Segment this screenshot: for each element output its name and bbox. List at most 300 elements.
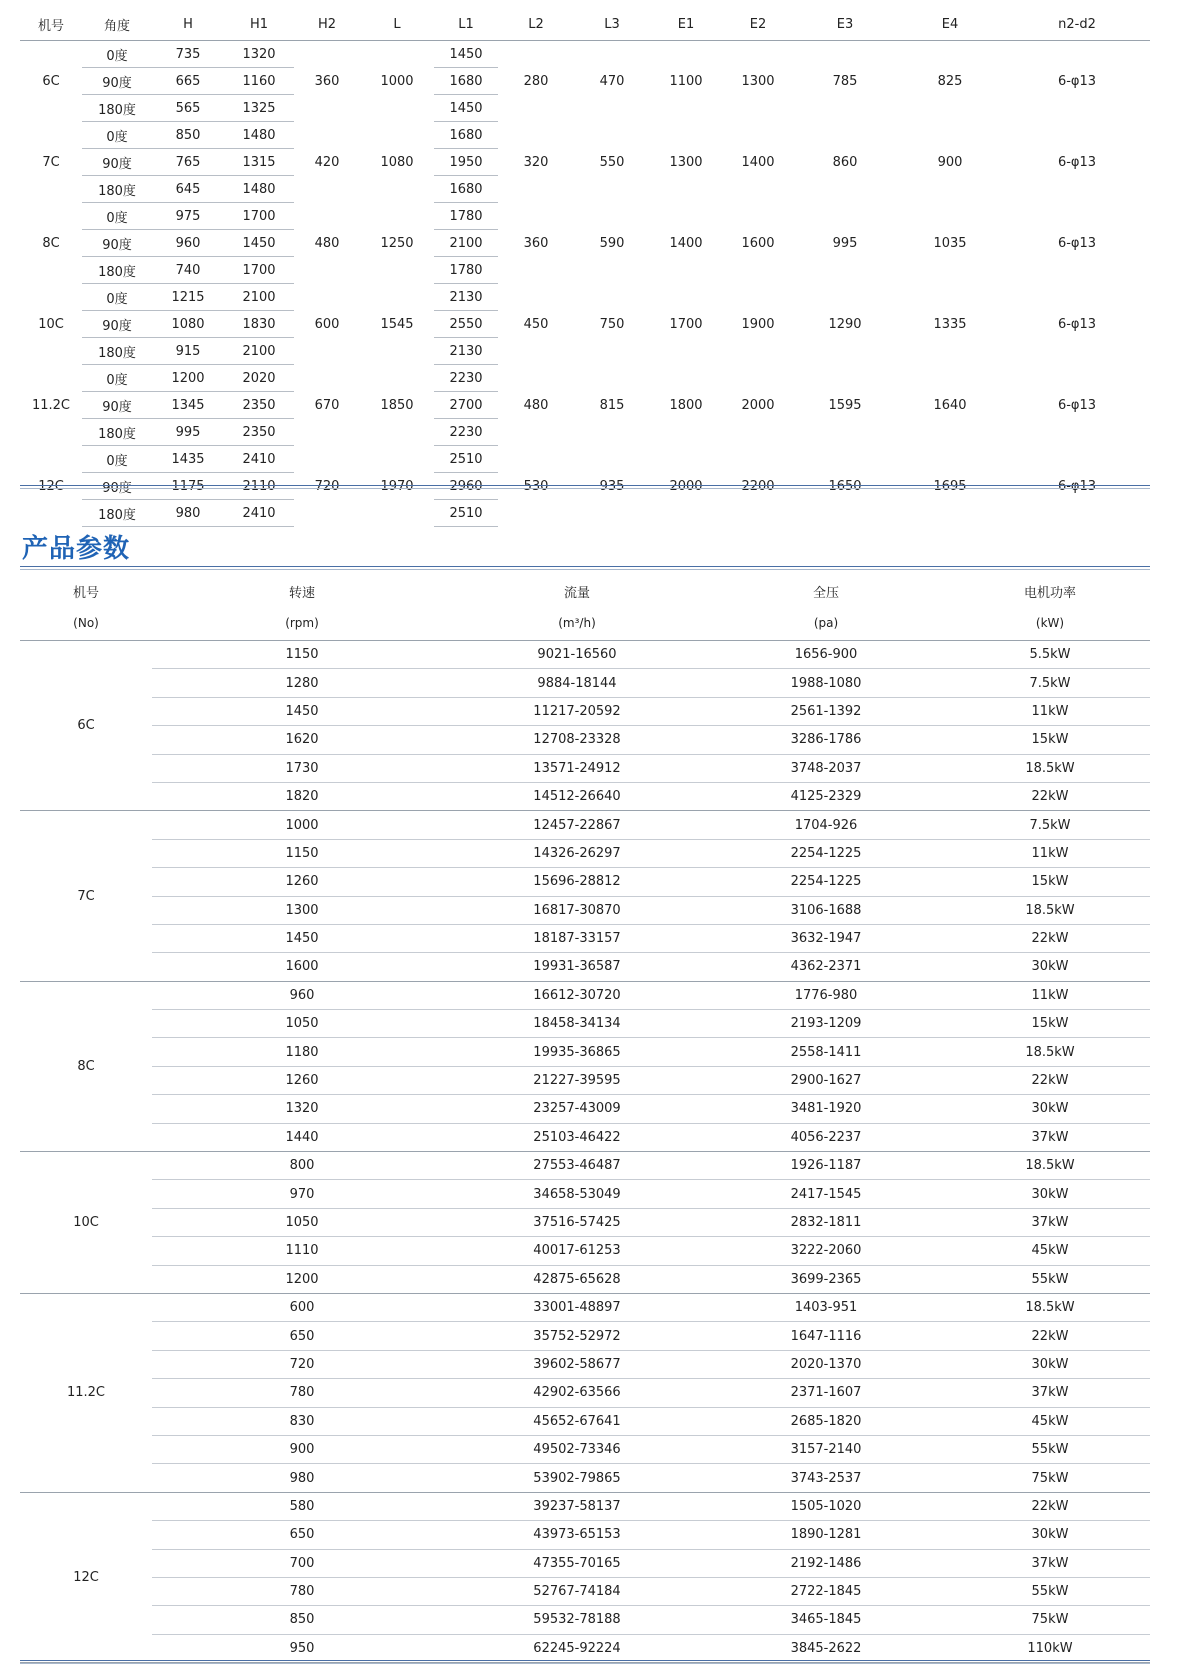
h2-cell: 600 (314, 316, 340, 332)
airflow-cell: 25103-46422 (452, 1123, 702, 1151)
h1-cell: 1700 (224, 203, 294, 230)
power-cell: 55kW (950, 1577, 1150, 1605)
params-row (20, 839, 1150, 867)
speed-cell: 1050 (152, 1010, 452, 1038)
speed-cell: 650 (152, 1521, 452, 1549)
l2-cell: 360 (523, 235, 549, 251)
n2d2-cell: 6-φ13 (1057, 478, 1097, 494)
power-cell: 11kW (950, 839, 1150, 867)
params-row (20, 1066, 1150, 1094)
h1-cell: 1160 (224, 68, 294, 95)
angle-cell: 90度 (82, 149, 152, 176)
pressure-cell: 3222-2060 (702, 1237, 950, 1265)
e3-cell: 860 (832, 154, 858, 170)
l3-cell: 470 (599, 73, 625, 89)
model-cell: 8C (42, 235, 60, 251)
speed-cell: 980 (152, 1464, 452, 1492)
airflow-cell: 42902-63566 (452, 1379, 702, 1407)
l2-cell: 480 (523, 397, 549, 413)
airflow-cell: 42875-65628 (452, 1265, 702, 1293)
l1-cell: 2700 (434, 392, 498, 419)
header-unit: (rpm) (285, 616, 319, 630)
angle-cell: 0度 (82, 122, 152, 149)
pressure-cell: 4362-2371 (702, 953, 950, 981)
pressure-cell: 3286-1786 (702, 726, 950, 754)
angle-cell: 90度 (82, 68, 152, 95)
model-cell: 6C (42, 73, 60, 89)
speed-cell: 1450 (152, 924, 452, 952)
speed-cell: 1180 (152, 1038, 452, 1066)
header-cell: E3 (794, 8, 896, 41)
pressure-cell: 1890-1281 (702, 1521, 950, 1549)
n2d2-cell: 6-φ13 (1057, 397, 1097, 413)
params-row (20, 1634, 1150, 1662)
h1-cell: 2350 (224, 392, 294, 419)
angle-cell: 180度 (82, 419, 152, 446)
h1-cell: 1700 (224, 257, 294, 284)
h2-cell: 670 (314, 397, 340, 413)
divider (20, 1660, 1150, 1661)
l1-cell: 1680 (434, 68, 498, 95)
pressure-cell: 1776-980 (702, 981, 950, 1009)
power-cell: 45kW (950, 1237, 1150, 1265)
e4-cell: 900 (937, 154, 963, 170)
h2-cell: 420 (314, 154, 340, 170)
pressure-cell: 1403-951 (702, 1293, 950, 1321)
pressure-cell: 2192-1486 (702, 1549, 950, 1577)
h1-cell: 1320 (224, 41, 294, 68)
header-cell: L1 (434, 8, 498, 41)
h2-cell: 720 (314, 478, 340, 494)
speed-cell: 1440 (152, 1123, 452, 1151)
l2-cell: 530 (523, 478, 549, 494)
speed-cell: 580 (152, 1492, 452, 1520)
speed-cell: 1000 (152, 811, 452, 839)
l1-cell: 1450 (434, 95, 498, 122)
params-row (20, 1435, 1150, 1463)
h-cell: 995 (152, 419, 224, 446)
airflow-cell: 39602-58677 (452, 1350, 702, 1378)
airflow-cell: 9021-16560 (452, 641, 702, 669)
speed-cell: 1110 (152, 1237, 452, 1265)
angle-cell: 0度 (82, 203, 152, 230)
header-cell: E1 (650, 8, 722, 41)
l1-cell: 2510 (434, 500, 498, 527)
params-header-cell (152, 576, 452, 641)
h1-cell: 2350 (224, 419, 294, 446)
header-cell: L2 (498, 8, 574, 41)
h1-cell: 2100 (224, 284, 294, 311)
speed-cell: 1050 (152, 1208, 452, 1236)
section-title: 产品参数 (22, 534, 131, 564)
power-cell: 45kW (950, 1407, 1150, 1435)
pressure-cell: 1926-1187 (702, 1152, 950, 1180)
airflow-cell: 14512-26640 (452, 782, 702, 810)
speed-cell: 830 (152, 1407, 452, 1435)
angle-cell: 180度 (82, 500, 152, 527)
airflow-cell: 16817-30870 (452, 896, 702, 924)
airflow-cell: 52767-74184 (452, 1577, 702, 1605)
speed-cell: 1620 (152, 726, 452, 754)
speed-cell: 1260 (152, 868, 452, 896)
dimension-row (20, 365, 1150, 392)
e4-cell: 1695 (933, 478, 967, 494)
airflow-cell: 53902-79865 (452, 1464, 702, 1492)
h-cell: 1200 (152, 365, 224, 392)
dimension-table-body (20, 41, 1150, 527)
params-row (20, 1038, 1150, 1066)
pressure-cell: 4125-2329 (702, 782, 950, 810)
params-row (20, 1123, 1150, 1151)
speed-cell: 970 (152, 1180, 452, 1208)
airflow-cell: 37516-57425 (452, 1208, 702, 1236)
pressure-cell: 1988-1080 (702, 669, 950, 697)
h1-cell: 2100 (224, 338, 294, 365)
speed-cell: 700 (152, 1549, 452, 1577)
speed-cell: 1730 (152, 754, 452, 782)
header-cell: L (360, 8, 434, 41)
e4-cell: 1335 (933, 316, 967, 332)
pressure-cell: 1704-926 (702, 811, 950, 839)
power-cell: 30kW (950, 1180, 1150, 1208)
speed-cell: 1150 (152, 641, 452, 669)
h2-cell: 360 (314, 73, 340, 89)
power-cell: 37kW (950, 1208, 1150, 1236)
l1-cell: 2230 (434, 419, 498, 446)
e2-cell: 2200 (741, 478, 775, 494)
l1-cell: 2960 (434, 473, 498, 500)
airflow-cell: 12708-23328 (452, 726, 702, 754)
power-cell: 30kW (950, 1095, 1150, 1123)
airflow-cell: 34658-53049 (452, 1180, 702, 1208)
params-header-cell (20, 576, 152, 641)
header-unit: (m³/h) (558, 616, 596, 630)
model-cell: 10C (20, 1152, 152, 1294)
model-cell: 10C (38, 316, 64, 332)
l-cell: 1545 (380, 316, 414, 332)
header-cell: 机号 (20, 8, 82, 41)
power-cell: 22kW (950, 782, 1150, 810)
pressure-cell: 3157-2140 (702, 1435, 950, 1463)
divider (20, 566, 1150, 567)
angle-cell: 90度 (82, 311, 152, 338)
model-cell: 12C (38, 478, 64, 494)
header-label: 转速 (288, 586, 315, 601)
header-cell: H2 (294, 8, 360, 41)
speed-cell: 1260 (152, 1066, 452, 1094)
speed-cell: 1820 (152, 782, 452, 810)
speed-cell: 1600 (152, 953, 452, 981)
pressure-cell: 2371-1607 (702, 1379, 950, 1407)
airflow-cell: 19931-36587 (452, 953, 702, 981)
pressure-cell: 2900-1627 (702, 1066, 950, 1094)
airflow-cell: 14326-26297 (452, 839, 702, 867)
power-cell: 18.5kW (950, 1038, 1150, 1066)
h2-cell: 480 (314, 235, 340, 251)
power-cell: 37kW (950, 1379, 1150, 1407)
pressure-cell: 3845-2622 (702, 1634, 950, 1662)
speed-cell: 780 (152, 1379, 452, 1407)
e2-cell: 1400 (741, 154, 775, 170)
angle-cell: 180度 (82, 257, 152, 284)
l-cell: 1850 (380, 397, 414, 413)
h-cell: 915 (152, 338, 224, 365)
power-cell: 37kW (950, 1123, 1150, 1151)
airflow-cell: 12457-22867 (452, 811, 702, 839)
pressure-cell: 3743-2537 (702, 1464, 950, 1492)
speed-cell: 800 (152, 1152, 452, 1180)
params-row (20, 1322, 1150, 1350)
angle-cell: 0度 (82, 284, 152, 311)
params-row (20, 896, 1150, 924)
e3-cell: 995 (832, 235, 858, 251)
params-row (20, 754, 1150, 782)
h-cell: 565 (152, 95, 224, 122)
l3-cell: 815 (599, 397, 625, 413)
l2-cell: 320 (523, 154, 549, 170)
params-row (20, 1095, 1150, 1123)
divider (20, 1663, 1150, 1664)
e2-cell: 1300 (741, 73, 775, 89)
power-cell: 18.5kW (950, 896, 1150, 924)
power-cell: 110kW (950, 1634, 1150, 1662)
params-header-cell (452, 576, 702, 641)
airflow-cell: 18458-34134 (452, 1010, 702, 1038)
model-cell: 11.2C (31, 397, 71, 413)
h1-cell: 2110 (224, 473, 294, 500)
power-cell: 30kW (950, 1521, 1150, 1549)
airflow-cell: 19935-36865 (452, 1038, 702, 1066)
header-cell: H1 (224, 8, 294, 41)
model-cell: 12C (20, 1492, 152, 1662)
params-row (20, 1010, 1150, 1038)
pressure-cell: 3465-1845 (702, 1606, 950, 1634)
params-row (20, 1208, 1150, 1236)
speed-cell: 720 (152, 1350, 452, 1378)
params-row (20, 1265, 1150, 1293)
angle-cell: 90度 (82, 230, 152, 257)
params-header-row (20, 576, 1150, 641)
e1-cell: 2000 (669, 478, 703, 494)
pressure-cell: 2832-1811 (702, 1208, 950, 1236)
e3-cell: 1290 (828, 316, 862, 332)
speed-cell: 600 (152, 1293, 452, 1321)
power-cell: 55kW (950, 1265, 1150, 1293)
airflow-cell: 62245-92224 (452, 1634, 702, 1662)
airflow-cell: 16612-30720 (452, 981, 702, 1009)
header-label: 电机功率 (1023, 586, 1076, 601)
e1-cell: 1700 (669, 316, 703, 332)
divider (20, 569, 1150, 570)
header-label: 全压 (812, 586, 839, 601)
airflow-cell: 43973-65153 (452, 1521, 702, 1549)
speed-cell: 1450 (152, 697, 452, 725)
h-cell: 975 (152, 203, 224, 230)
e2-cell: 1900 (741, 316, 775, 332)
e2-cell: 1600 (741, 235, 775, 251)
airflow-cell: 33001-48897 (452, 1293, 702, 1321)
speed-cell: 850 (152, 1606, 452, 1634)
l3-cell: 935 (599, 478, 625, 494)
airflow-cell: 11217-20592 (452, 697, 702, 725)
e4-cell: 1035 (933, 235, 967, 251)
header-cell: E2 (722, 8, 794, 41)
dimension-header-row (20, 8, 1150, 41)
h-cell: 1435 (152, 446, 224, 473)
dimension-table (20, 8, 1150, 527)
h-cell: 980 (152, 500, 224, 527)
l3-cell: 590 (599, 235, 625, 251)
speed-cell: 1320 (152, 1095, 452, 1123)
power-cell: 5.5kW (950, 641, 1150, 669)
dimension-row (20, 284, 1150, 311)
params-row (20, 1293, 1150, 1321)
params-row (20, 981, 1150, 1009)
h-cell: 765 (152, 149, 224, 176)
l1-cell: 1450 (434, 41, 498, 68)
airflow-cell: 39237-58137 (452, 1492, 702, 1520)
pressure-cell: 2020-1370 (702, 1350, 950, 1378)
power-cell: 15kW (950, 1010, 1150, 1038)
angle-cell: 180度 (82, 176, 152, 203)
power-cell: 22kW (950, 924, 1150, 952)
params-header-cell (950, 576, 1150, 641)
airflow-cell: 15696-28812 (452, 868, 702, 896)
power-cell: 75kW (950, 1464, 1150, 1492)
h1-cell: 1480 (224, 122, 294, 149)
h-cell: 645 (152, 176, 224, 203)
h-cell: 1175 (152, 473, 224, 500)
pressure-cell: 3481-1920 (702, 1095, 950, 1123)
airflow-cell: 40017-61253 (452, 1237, 702, 1265)
params-row (20, 669, 1150, 697)
h1-cell: 2410 (224, 500, 294, 527)
pressure-cell: 3632-1947 (702, 924, 950, 952)
airflow-cell: 49502-73346 (452, 1435, 702, 1463)
h-cell: 740 (152, 257, 224, 284)
power-cell: 11kW (950, 981, 1150, 1009)
model-cell: 8C (20, 981, 152, 1151)
power-cell: 18.5kW (950, 754, 1150, 782)
l1-cell: 2550 (434, 311, 498, 338)
l-cell: 1000 (380, 73, 414, 89)
params-row (20, 811, 1150, 839)
pressure-cell: 4056-2237 (702, 1123, 950, 1151)
n2d2-cell: 6-φ13 (1057, 154, 1097, 170)
airflow-cell: 23257-43009 (452, 1095, 702, 1123)
h1-cell: 1315 (224, 149, 294, 176)
angle-cell: 90度 (82, 392, 152, 419)
e4-cell: 1640 (933, 397, 967, 413)
divider (20, 485, 1150, 486)
speed-cell: 950 (152, 1634, 452, 1662)
pressure-cell: 1647-1116 (702, 1322, 950, 1350)
e1-cell: 1100 (669, 73, 703, 89)
params-table (20, 576, 1150, 1663)
pressure-cell: 2722-1845 (702, 1577, 950, 1605)
header-cell: 角度 (82, 8, 152, 41)
header-unit: (No) (73, 616, 99, 630)
speed-cell: 1200 (152, 1265, 452, 1293)
h-cell: 1215 (152, 284, 224, 311)
dimension-row (20, 203, 1150, 230)
params-row (20, 1379, 1150, 1407)
n2d2-cell: 6-φ13 (1057, 235, 1097, 251)
power-cell: 11kW (950, 697, 1150, 725)
power-cell: 22kW (950, 1066, 1150, 1094)
speed-cell: 1300 (152, 896, 452, 924)
divider (20, 488, 1150, 489)
header-unit: (pa) (813, 616, 839, 630)
airflow-cell: 47355-70165 (452, 1549, 702, 1577)
model-cell: 6C (20, 641, 152, 811)
params-row (20, 697, 1150, 725)
l1-cell: 1780 (434, 257, 498, 284)
power-cell: 22kW (950, 1492, 1150, 1520)
params-row (20, 924, 1150, 952)
model-cell: 7C (20, 811, 152, 981)
h1-cell: 2020 (224, 365, 294, 392)
params-row (20, 641, 1150, 669)
speed-cell: 1150 (152, 839, 452, 867)
params-row (20, 1577, 1150, 1605)
l-cell: 1080 (380, 154, 414, 170)
model-cell: 7C (42, 154, 60, 170)
l1-cell: 1680 (434, 176, 498, 203)
pressure-cell: 2254-1225 (702, 839, 950, 867)
airflow-cell: 59532-78188 (452, 1606, 702, 1634)
h-cell: 1345 (152, 392, 224, 419)
airflow-cell: 13571-24912 (452, 754, 702, 782)
params-row (20, 1180, 1150, 1208)
angle-cell: 0度 (82, 365, 152, 392)
e3-cell: 1650 (828, 478, 862, 494)
h1-cell: 1450 (224, 230, 294, 257)
power-cell: 15kW (950, 868, 1150, 896)
l1-cell: 2130 (434, 338, 498, 365)
h-cell: 665 (152, 68, 224, 95)
e3-cell: 1595 (828, 397, 862, 413)
e1-cell: 1800 (669, 397, 703, 413)
pressure-cell: 2193-1209 (702, 1010, 950, 1038)
params-row (20, 953, 1150, 981)
l1-cell: 2510 (434, 446, 498, 473)
airflow-cell: 18187-33157 (452, 924, 702, 952)
pressure-cell: 2254-1225 (702, 868, 950, 896)
h1-cell: 2410 (224, 446, 294, 473)
h1-cell: 1830 (224, 311, 294, 338)
h-cell: 960 (152, 230, 224, 257)
pressure-cell: 3748-2037 (702, 754, 950, 782)
speed-cell: 960 (152, 981, 452, 1009)
l-cell: 1250 (380, 235, 414, 251)
power-cell: 15kW (950, 726, 1150, 754)
h1-cell: 1325 (224, 95, 294, 122)
params-row (20, 868, 1150, 896)
power-cell: 18.5kW (950, 1152, 1150, 1180)
pressure-cell: 2417-1545 (702, 1180, 950, 1208)
power-cell: 18.5kW (950, 1293, 1150, 1321)
params-row (20, 1407, 1150, 1435)
power-cell: 55kW (950, 1435, 1150, 1463)
pressure-cell: 1505-1020 (702, 1492, 950, 1520)
pressure-cell: 1656-900 (702, 641, 950, 669)
params-row (20, 1237, 1150, 1265)
pressure-cell: 2685-1820 (702, 1407, 950, 1435)
angle-cell: 90度 (82, 473, 152, 500)
e4-cell: 825 (937, 73, 963, 89)
header-unit: (kW) (1035, 616, 1065, 630)
